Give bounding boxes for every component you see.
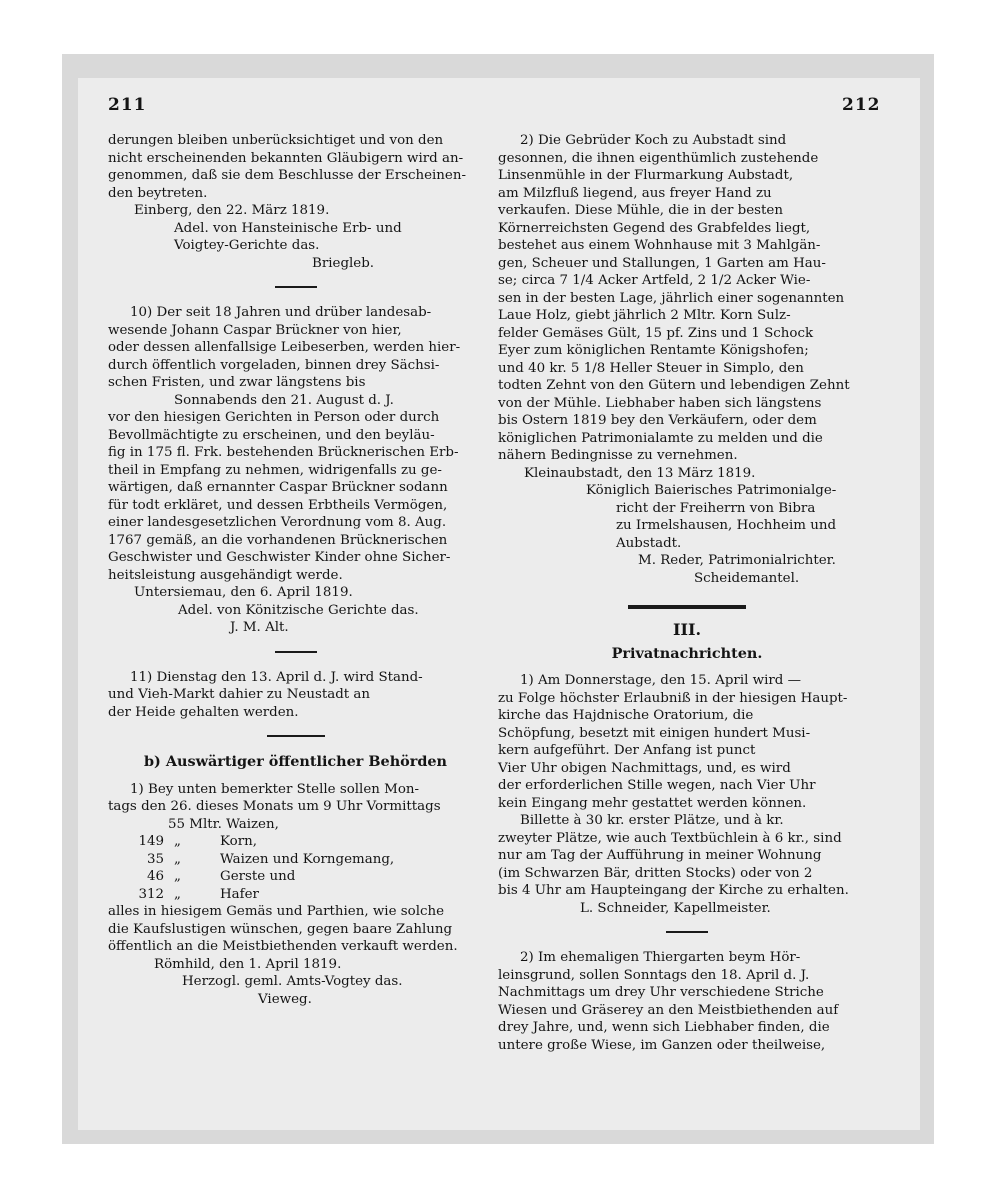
notice-b1-tail: alles in hiesigem Gemäs und Parthien, wie solche	[108, 904, 445, 919]
intro-date: Einberg, den 22. März 1819.	[134, 203, 330, 218]
notice-2-line: Eyer zum königlichen Rentamte Königshofen;	[498, 343, 809, 358]
section-number: III.	[672, 620, 702, 639]
private-2-line: leinsgrund, sollen Sonntags den 18. April d. J.	[498, 967, 810, 983]
notice-10-line: durch öffentlich vorgeladen, binnen drey Sächsi-	[108, 357, 440, 373]
grain-quantity: 149	[138, 834, 164, 849]
private-1-line: kein Eingang mehr gestattet werden können.	[498, 795, 807, 811]
intro-court-2: Voigtey-Gerichte das.	[174, 238, 320, 253]
grain-item-first: 55 Mltr. Waizen,	[168, 816, 279, 832]
notice-b1-date: Römhild, den 1. April 1819.	[154, 956, 342, 972]
notice-11-line: 11) Dienstag den 13. April d. J. wird Stand-	[130, 669, 423, 685]
notice-10-line: 1767 gemäß, an die vorhandenen Brücknerischen	[108, 532, 448, 548]
intro-court: Adel. von Hansteinische Erb- und	[174, 220, 402, 236]
notice-10-line: fig in 175 fl. Frk. bestehenden Brücknerischen Erb-	[108, 445, 459, 460]
notice-10-date: Untersiemau, den 6. April 1819.	[134, 585, 353, 600]
notice-10-line: heitsleistung ausgehändigt werde.	[108, 567, 343, 583]
private-1-line: zweyter Plätze, wie auch Textbüchlein à 6 kr., sind	[498, 830, 842, 846]
notice-10-court: Adel. von Könitzische Gerichte das.	[178, 602, 419, 618]
notice-b1-tail: die Kaufslustigen wünschen, gegen baare Zahlung	[108, 921, 453, 937]
private-1-line: zu Folge höchster Erlaubniß in der hiesigen Haupt-	[498, 690, 848, 706]
private-1-line: (im Schwarzen Bär, dritten Stocks) oder von 2	[498, 865, 813, 881]
notice-2-line: königlichen Patrimonialamte zu melden und die	[498, 430, 823, 446]
notice-b1-court: Herzogl. geml. Amts-Vogtey das.	[182, 974, 403, 989]
notice-10-line: theil in Empfang zu nehmen, widrigenfalls zu ge-	[108, 462, 442, 478]
notice-2-court: Aubstadt.	[616, 535, 682, 551]
notice-2-line: nähern Bedingnisse zu vernehmen.	[498, 448, 738, 463]
notice-10-line: wesende Johann Caspar Brückner von hier,	[108, 322, 402, 338]
notice-10-deadline: Sonnabends den 21. August d. J.	[174, 392, 394, 408]
notice-2-court: richt der Freiherrn von Bibra	[616, 500, 816, 516]
notice-2-line: gesonnen, die ihnen eigenthümlich zustehende	[498, 150, 819, 166]
private-2-line: 2) Im ehemaligen Thiergarten beym Hör-	[520, 950, 801, 965]
grain-item	[108, 868, 483, 886]
notice-2-line: todten Zehnt von den Gütern und lebendigen Zehnt	[498, 378, 850, 393]
right-column	[498, 132, 876, 1054]
grain-name: Gerste und	[220, 869, 296, 884]
private-1-line: 1) Am Donnerstage, den 15. April wird —	[520, 673, 802, 688]
private-1-line: Vier Uhr obigen Nachmittags, und, es wird	[498, 760, 791, 776]
notice-10-line: Geschwister und Geschwister Kinder ohne Sicher-	[108, 550, 451, 565]
private-1-line: kern aufgeführt. Der Anfang ist punct	[498, 743, 756, 758]
private-1-line: Schöpfung, besetzt mit einigen hundert Musi-	[498, 725, 811, 741]
private-1-line: kirche das Hajdnische Oratorium, die	[498, 708, 754, 723]
private-1-line: nur am Tag der Aufführung in meiner Wohnung	[498, 848, 822, 863]
private-1-line: bis 4 Uhr am Haupteingang der Kirche zu erhalten.	[498, 883, 849, 898]
grain-quantity: 46	[146, 869, 164, 884]
notice-b1-line: tags den 26. dieses Monats um 9 Uhr Vormittags	[108, 799, 441, 814]
left-column	[108, 132, 483, 1008]
private-1-line: Billette à 30 kr. erster Plätze, und à kr.	[520, 813, 784, 828]
notice-10-line: Bevollmächtigte zu erscheinen, und den beyläu-	[108, 427, 435, 443]
divider	[275, 286, 317, 288]
notice-2-signature: M. Reder, Patrimonialrichter.	[638, 553, 836, 568]
notice-2-line: verkaufen. Diese Mühle, die in der besten	[498, 203, 783, 218]
notice-2-line: Linsenmühle in der Flurmarkung Aubstadt,	[498, 168, 794, 183]
divider	[275, 651, 317, 653]
notice-11-line: und Vieh-Markt dahier zu Neustadt an	[108, 687, 371, 702]
intro-line: den beytreten.	[108, 185, 208, 201]
notice-2-date: Kleinaubstadt, den 13 März 1819.	[524, 465, 756, 481]
notice-2-line: und 40 kr. 5 1/8 Heller Steuer in Simplo, den	[498, 360, 804, 376]
ditto-mark: „	[174, 869, 181, 884]
intro-line: derungen bleiben unberücksichtiget und von den	[108, 133, 444, 148]
notice-2-line: bestehet aus einem Wohnhause mit 3 Mahlgän-	[498, 238, 821, 253]
notice-b1-line: 1) Bey unten bemerkter Stelle sollen Mon-	[130, 781, 420, 797]
notice-10-line: schen Fristen, und zwar längstens bis	[108, 375, 366, 390]
grain-name: Korn,	[220, 834, 257, 849]
notice-10-line: für todt erkläret, und dessen Erbtheils Vermögen,	[108, 497, 448, 513]
notice-2-line: sen in der besten Lage, jährlich einer sogenannten	[498, 290, 845, 306]
divider	[267, 735, 325, 737]
notice-2-line: 2) Die Gebrüder Koch zu Aubstadt sind	[520, 133, 787, 148]
notice-2-line: am Milzfluß liegend, aus freyer Hand zu	[498, 185, 772, 201]
notice-2-line: Laue Holz, giebt jährlich 2 Mltr. Korn Sulz-	[498, 308, 791, 323]
grain-name: Waizen und Korngemang,	[220, 851, 395, 867]
ditto-mark: „	[174, 834, 181, 849]
grain-item	[108, 851, 483, 869]
intro-line: nicht erscheinenden bekannten Gläubigern wird an-	[108, 150, 464, 166]
notice-11-line: der Heide gehalten werden.	[108, 704, 299, 720]
private-2-line: Wiesen und Gräserey an den Meistbiethenden auf	[498, 1002, 839, 1018]
section-b-heading: b) Auswärtiger öffentlicher Behörden	[143, 753, 448, 770]
notice-2-court: zu Irmelshausen, Hochheim und	[616, 518, 837, 533]
private-2-line: drey Jahre, und, wenn sich Liebhaber finden, die	[498, 1020, 830, 1035]
section-title: Privatnachrichten.	[611, 644, 763, 662]
section-divider	[628, 605, 746, 609]
right-page-number: 212	[842, 95, 881, 115]
notice-10-line: 10) Der seit 18 Jahren und drüber landesab-	[130, 305, 432, 320]
notice-b1-tail: öffentlich an die Meistbiethenden verkauft werden.	[108, 939, 458, 954]
private-1-line: der erforderlichen Stille wegen, nach Vier Uhr	[498, 778, 816, 793]
notice-2-signature: Scheidemantel.	[694, 570, 800, 586]
notice-b1-signature: Vieweg.	[258, 991, 312, 1007]
grain-name: Hafer	[220, 886, 259, 902]
grain-item	[108, 886, 483, 904]
left-page-number: 211	[108, 95, 147, 115]
grain-quantity: 312	[138, 886, 164, 902]
private-1-signature: L. Schneider, Kapellmeister.	[580, 900, 771, 916]
grain-quantity: 35	[146, 851, 164, 867]
notice-10-line: einer landesgesetzlichen Verordnung vom 8. Aug.	[108, 515, 447, 530]
ditto-mark: „	[174, 851, 181, 867]
notice-2-line: von der Mühle. Liebhaber haben sich längstens	[498, 395, 822, 411]
notice-2-court: Königlich Baierisches Patrimonialge-	[586, 483, 837, 498]
notice-2-line: se; circa 7 1/4 Acker Artfeld, 2 1/2 Acker Wie-	[498, 273, 811, 288]
notice-10-line: wärtigen, daß ernannter Caspar Brückner sodann	[108, 480, 448, 495]
notice-2-line: gen, Scheuer und Stallungen, 1 Garten am Hau-	[498, 255, 826, 271]
private-2-line: untere große Wiese, im Ganzen oder theilweise,	[498, 1037, 826, 1053]
notice-2-line: Körnerreichsten Gegend des Grabfeldes liegt,	[498, 220, 811, 236]
divider	[666, 931, 708, 933]
grain-item	[108, 833, 483, 851]
notice-2-line: felder Gemäses Gült, 15 pf. Zins und 1 Schock	[498, 325, 814, 341]
notice-10-line: vor den hiesigen Gerichten in Person oder durch	[108, 410, 440, 425]
private-2-line: Nachmittags um drey Uhr verschiedene Striche	[498, 985, 824, 1000]
notice-10-signature: J. M. Alt.	[230, 620, 289, 635]
notice-2-line: bis Ostern 1819 bey den Verkäufern, oder dem	[498, 413, 817, 428]
notice-10-line: oder dessen allenfallsige Leibeserben, werden hier-	[108, 340, 461, 355]
intro-signature: Briegleb.	[312, 255, 375, 271]
intro-line: genommen, daß sie dem Beschlusse der Erscheinen-	[108, 168, 467, 183]
ditto-mark: „	[174, 886, 181, 902]
